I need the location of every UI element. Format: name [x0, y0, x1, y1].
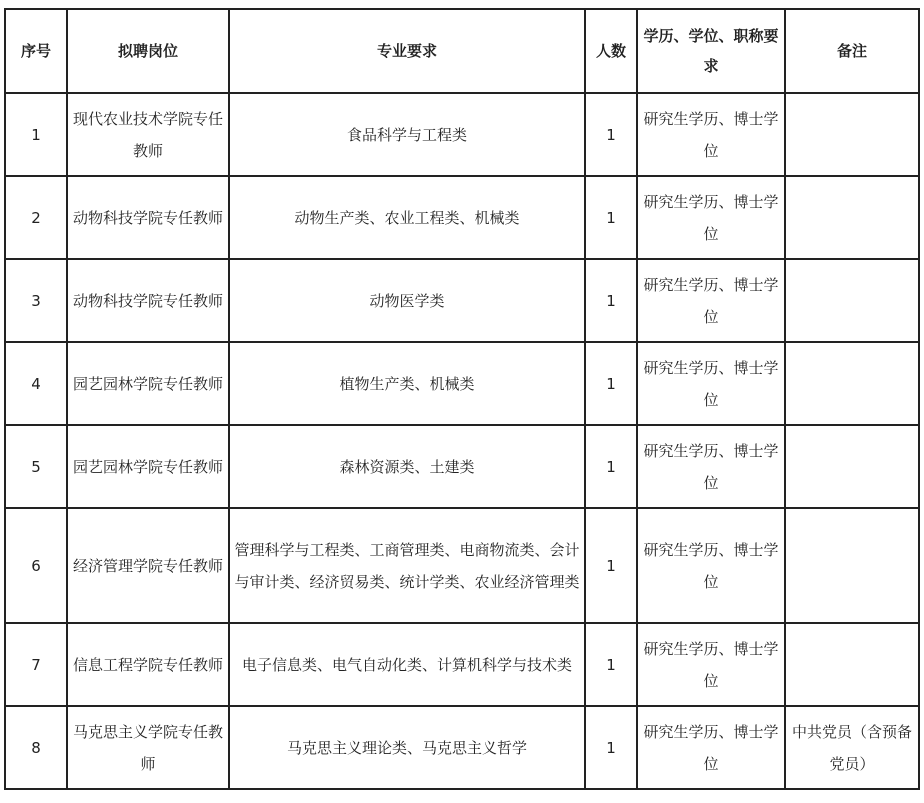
cell-education: 研究生学历、博士学位: [637, 176, 785, 259]
cell-education: 研究生学历、博士学位: [637, 508, 785, 623]
cell-education: 研究生学历、博士学位: [637, 706, 785, 789]
cell-remark: [785, 425, 919, 508]
header-seq: 序号: [5, 9, 67, 93]
cell-seq: 2: [5, 176, 67, 259]
cell-seq: 1: [5, 93, 67, 176]
cell-seq: 3: [5, 259, 67, 342]
cell-remark: [785, 508, 919, 623]
cell-count: 1: [585, 706, 637, 789]
cell-education: 研究生学历、博士学位: [637, 259, 785, 342]
cell-remark: [785, 176, 919, 259]
cell-major: 森林资源类、土建类: [229, 425, 585, 508]
table-row: [5, 342, 919, 425]
cell-remark: 中共党员（含预备党员）: [785, 706, 919, 789]
cell-major: 电子信息类、电气自动化类、计算机科学与技术类: [229, 623, 585, 706]
cell-position: 马克思主义学院专任教师: [67, 706, 229, 789]
table-row: [5, 623, 919, 706]
cell-seq: 4: [5, 342, 67, 425]
cell-seq: 8: [5, 706, 67, 789]
cell-count: 1: [585, 508, 637, 623]
cell-major: 植物生产类、机械类: [229, 342, 585, 425]
cell-count: 1: [585, 93, 637, 176]
table-row: [5, 706, 919, 789]
cell-remark: [785, 93, 919, 176]
cell-seq: 5: [5, 425, 67, 508]
table-row: [5, 93, 919, 176]
header-position: 拟聘岗位: [67, 9, 229, 93]
cell-major: 食品科学与工程类: [229, 93, 585, 176]
header-count: 人数: [585, 9, 637, 93]
cell-position: 信息工程学院专任教师: [67, 623, 229, 706]
cell-position: 园艺园林学院专任教师: [67, 425, 229, 508]
recruitment-table: [4, 8, 920, 790]
cell-remark: [785, 259, 919, 342]
cell-count: 1: [585, 259, 637, 342]
cell-seq: 6: [5, 508, 67, 623]
cell-education: 研究生学历、博士学位: [637, 425, 785, 508]
cell-major: 马克思主义理论类、马克思主义哲学: [229, 706, 585, 789]
cell-position: 园艺园林学院专任教师: [67, 342, 229, 425]
header-row: [5, 9, 919, 93]
cell-education: 研究生学历、博士学位: [637, 623, 785, 706]
cell-education: 研究生学历、博士学位: [637, 93, 785, 176]
cell-major: 动物生产类、农业工程类、机械类: [229, 176, 585, 259]
header-major: 专业要求: [229, 9, 585, 93]
cell-count: 1: [585, 623, 637, 706]
cell-major: 管理科学与工程类、工商管理类、电商物流类、会计与审计类、经济贸易类、统计学类、农业经济管理类: [229, 508, 585, 623]
cell-count: 1: [585, 342, 637, 425]
table-row: [5, 508, 919, 623]
cell-count: 1: [585, 425, 637, 508]
table-row: [5, 425, 919, 508]
header-education: 学历、学位、职称要求: [637, 9, 785, 93]
cell-position: 现代农业技术学院专任教师: [67, 93, 229, 176]
cell-remark: [785, 342, 919, 425]
cell-count: 1: [585, 176, 637, 259]
header-remark: 备注: [785, 9, 919, 93]
cell-seq: 7: [5, 623, 67, 706]
table-row: [5, 259, 919, 342]
cell-position: 经济管理学院专任教师: [67, 508, 229, 623]
cell-major: 动物医学类: [229, 259, 585, 342]
cell-position: 动物科技学院专任教师: [67, 259, 229, 342]
table-row: [5, 176, 919, 259]
cell-position: 动物科技学院专任教师: [67, 176, 229, 259]
cell-remark: [785, 623, 919, 706]
cell-education: 研究生学历、博士学位: [637, 342, 785, 425]
